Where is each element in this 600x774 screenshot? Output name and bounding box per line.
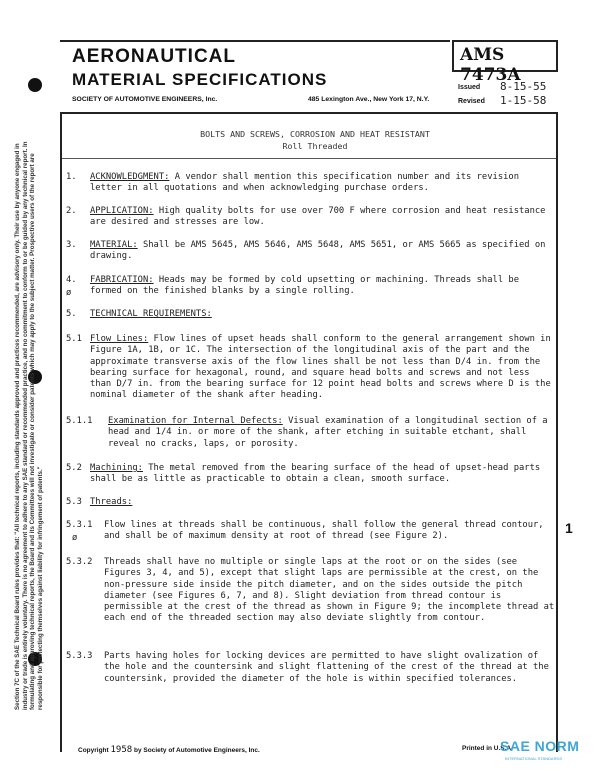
section-heading: Flow Lines: (90, 334, 149, 344)
subject-line1: BOLTS AND SCREWS, CORROSION AND HEAT RESISTANT (200, 129, 430, 139)
section-paragraph (90, 240, 555, 263)
section-text: High quality bolts for use over 700 F where corrosion and heat resistance are desired and stresses are low. (90, 206, 546, 228)
section-paragraph (90, 497, 555, 508)
revised-label: Revised (458, 98, 485, 105)
section-heading: TECHNICAL REQUIREMENTS: (90, 309, 212, 319)
spec-number: AMS 7473A (460, 45, 521, 85)
copyright (78, 745, 260, 755)
revision-mark: ø (66, 288, 72, 298)
society-name: SOCIETY OF AUTOMOTIVE ENGINEERS, Inc. (72, 96, 218, 103)
revision-mark: ø (72, 533, 78, 543)
copyright-holder: by Society of Automotive Engineers, Inc. (134, 747, 260, 754)
issued-date: 8-15-55 (500, 80, 547, 93)
section-number: 4. (66, 275, 77, 285)
issued-label: Issued (458, 84, 481, 91)
section-number: 1. (66, 172, 77, 182)
header-title-line2: MATERIAL SPECIFICATIONS (72, 70, 328, 89)
revised-date: 1-15-58 (500, 94, 547, 107)
subject-line2: Roll Threaded (282, 141, 348, 151)
section-heading: ACKNOWLEDGMENT: (90, 172, 170, 182)
section-heading: Examination for Internal Defects: (108, 416, 283, 426)
watermark-subtitle: INTERNATIONAL STANDARDS (505, 756, 563, 761)
section-paragraph (90, 334, 555, 402)
section-heading: FABRICATION: (90, 275, 154, 285)
section-paragraph (108, 416, 555, 450)
section-number: 2. (66, 206, 77, 216)
header-title-line1: AERONAUTICAL (72, 46, 236, 67)
spec-number-box (452, 40, 558, 85)
subject-divider (62, 158, 556, 159)
section-number: 5.2 (66, 463, 82, 473)
section-heading: MATERIAL: (90, 240, 138, 250)
section-text: Shall be AMS 5645, AMS 5646, AMS 5648, AMS 5651, or AMS 5665 as specified on drawing. (90, 240, 546, 262)
section-number: 5.3.1 (66, 520, 93, 530)
section-text: Flow lines of upset heads shall conform to the general arrangement shown in Figure 1A, 1B, or 1C. The intersection of the longitudinal axis of the part and the approximate transverse axis of the flow lines shall be not less than D/4 in. from the bearing surface for hexagonal, round, and square head bolts and screws and not less than D/7 in. from the bearing surface for 12 point head bolts and screws where D is the nominal diameter of the shank after heading. (90, 334, 551, 401)
printed-note: Printed in U.S.A. (462, 745, 513, 752)
section-paragraph: Flow lines at threads shall be continuous, shall follow the general thread contour, and shall be of maximum density at root of thread (see Figure 2). (104, 520, 544, 542)
section-paragraph (90, 172, 555, 195)
section-heading: Threads: (90, 497, 133, 507)
change-bar-mark: 1 (565, 520, 573, 536)
section-number: 5.3.2 (66, 557, 93, 567)
subject-block (150, 128, 480, 152)
side-legal-note: Section 7C of the SAE Technical Board rules provides that: "All technical reports, including standards approved and practices recommended, are advisory only. Their use by anyone engaged in industry or trade is entirely voluntary. There is no agreement to adhere to any SAE standard or recommended practice, and no commitment to conform to or be guided by any technical report. In formulating and approving technical reports, the Board and its Committees will not investigate or consider patents which may apply to the subject matter. Prospective users of the report are responsible for protecting themselves against liability for infringement of patents." (14, 141, 44, 710)
section-text: Heads may be formed by cold upsetting or machining. Threads shall be formed on the finished blanks by a single rolling. (90, 275, 519, 297)
copyright-year: 1958 (110, 745, 133, 755)
section-text: A vendor shall mention this specification number and its revision letter in all quotations and when acknowledging purchase orders. (90, 172, 520, 194)
copyright-label: Copyright (78, 747, 109, 754)
watermark-logo: SAE NORM (500, 738, 580, 754)
section-number: 5.3.3 (66, 651, 93, 661)
section-paragraph (90, 206, 555, 229)
section-text: Visual examination of a longitudinal section of a head and 1/4 in. or more of the shank, after etching in suitable etchant, shall reveal no cracks, laps, or porosity. (108, 416, 548, 449)
section-paragraph (90, 463, 555, 486)
section-number: 5.3 (66, 497, 82, 507)
section-number: 5.1 (66, 334, 82, 344)
society-address: 485 Lexington Ave., New York 17, N.Y. (308, 96, 430, 103)
section-text: The metal removed from the bearing surface of the head of upset-head parts shall be as little as practicable to obtain a clean, smooth surface. (90, 463, 541, 485)
section-paragraph (90, 309, 555, 320)
section-paragraph: Parts having holes for locking devices are permitted to have slight ovalization of the hole and the countersink and slight flattening of the crest of the thread at the countersink, provided the diameter of the hole is within specified tolerances. (104, 651, 549, 684)
section-number: 5.1.1 (66, 416, 93, 426)
section-heading: Machining: (90, 463, 143, 473)
section-number: 5. (66, 309, 77, 319)
section-number: 3. (66, 240, 77, 250)
section-paragraph (90, 275, 555, 298)
section-paragraph: Threads shall have no multiple or single laps at the root or on the sides (see Figures 3, 4, and 5), except that slight laps are permissible at the crest, on the non-pressure side inside the pitch diameter, and on the sides outside the pitch diameter (see Figures 6, 7, and 8). Slight deviation from thread contour is permissible at the crest of the thread as shown in Figure 9; the incomplete thread at each end of the threaded section may also deviate slightly from contour. (104, 557, 555, 624)
section-heading: APPLICATION: (90, 206, 154, 216)
binder-hole (28, 78, 42, 92)
